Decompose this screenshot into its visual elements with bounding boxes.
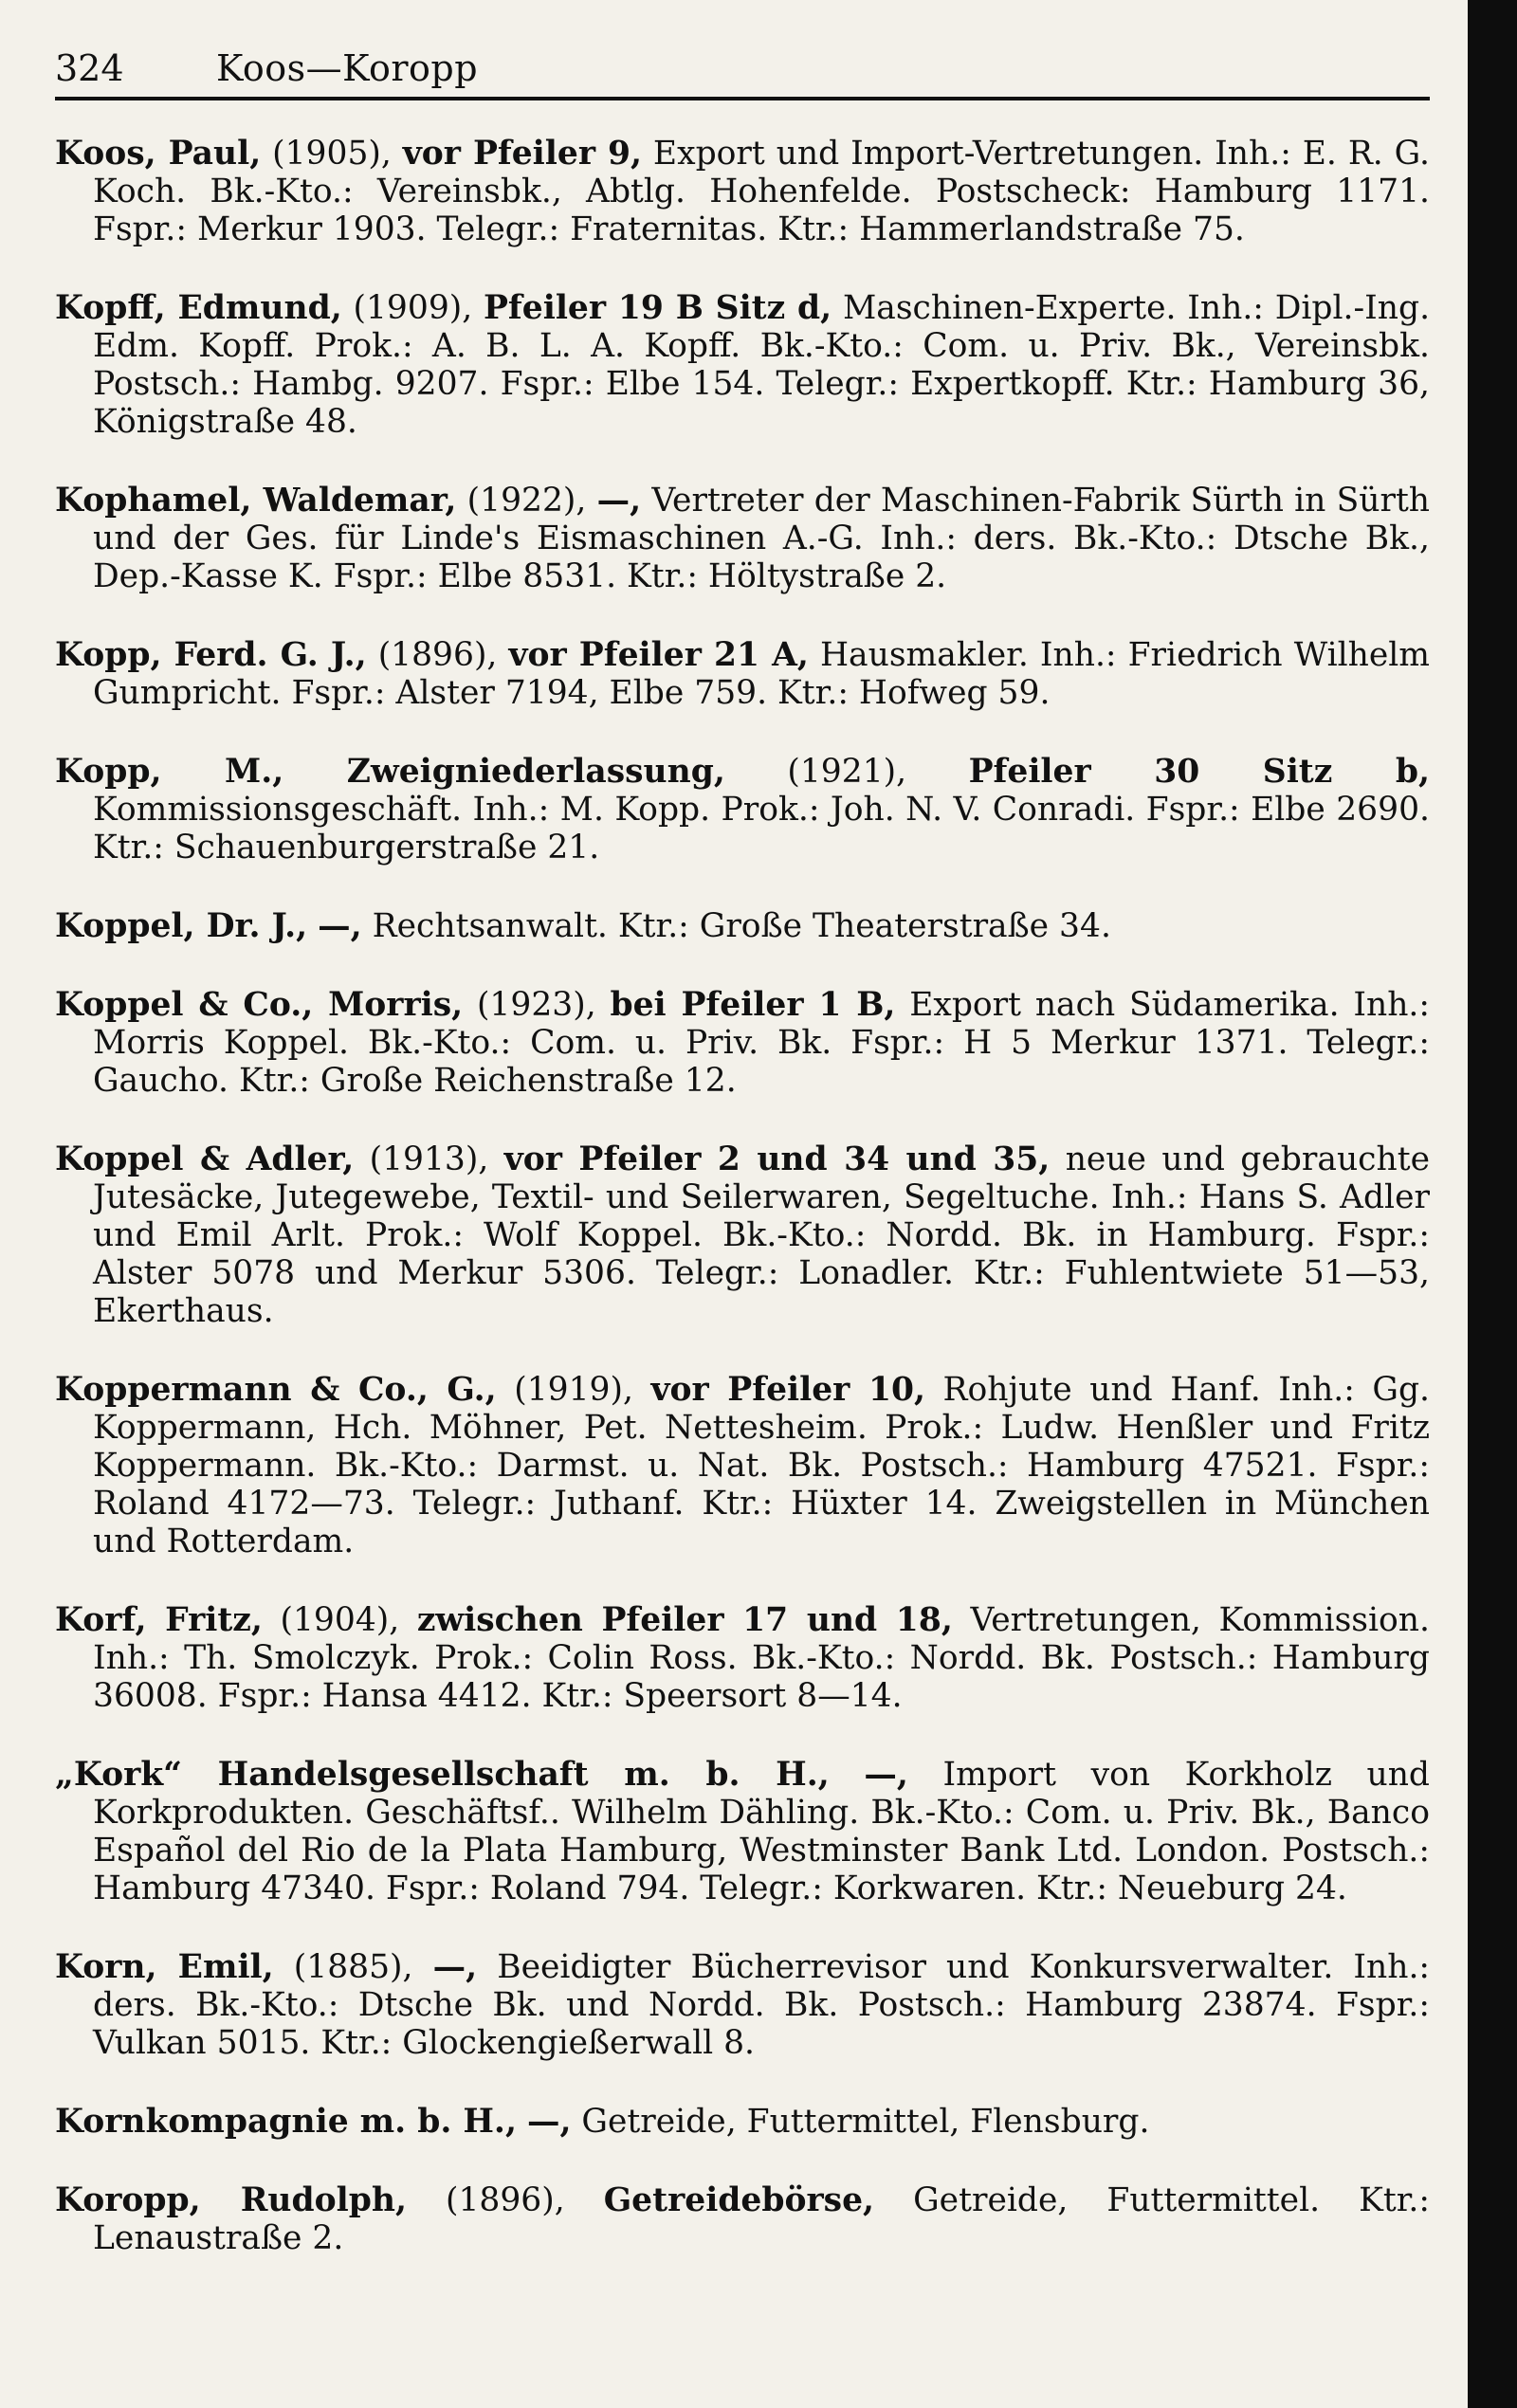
page-header [55, 49, 1430, 100]
entry-location: vor Pfeiler 10, [650, 1370, 925, 1409]
entry-text: Export nach Südamerika. Inh.: Morris Koppel. Bk.-Kto.: Com. u. Priv. Bk. Fspr.: H 5 Merkur 1371. Telegr.: Gaucho. Ktr.: Große Reichenstraße 12. [93, 985, 1431, 1100]
entry-year: (1896), [377, 635, 498, 674]
directory-entry [55, 636, 1430, 712]
entry-year: (1885), [293, 1947, 413, 1986]
directory-entry [55, 1371, 1430, 1560]
entry-name: Kopff, Edmund, [55, 288, 342, 327]
entry-name: Kornkompagnie m. b. H., [55, 2102, 517, 2141]
entry-text: Beeidigter Bücherrevisor und Konkursverwalter. Inh.: ders. Bk.-Kto.: Dtsche Bk. und Nordd. Bk. Postsch.: Hamburg 23874. Fspr.: Vulkan 5015. Ktr.: Glockengießerwall 8. [93, 1947, 1431, 2062]
entry-name: Korf, Fritz, [55, 1600, 263, 1639]
entry-text: Getreide, Futtermittel. Ktr.: Lenaustraße 2. [93, 2180, 1431, 2257]
entry-list [55, 135, 1430, 2257]
directory-entry [55, 482, 1430, 595]
directory-entry [55, 289, 1430, 441]
directory-entry [55, 1756, 1430, 1907]
entry-year: (1905), [272, 134, 392, 173]
entry-name: Korn, Emil, [55, 1947, 274, 1986]
entry-location: zwischen Pfeiler 17 und 18, [416, 1600, 953, 1639]
entry-location: —, [526, 2102, 572, 2141]
entry-location: Pfeiler 19 B Sitz d, [483, 288, 832, 327]
entry-location: —, [318, 906, 362, 945]
entry-year: (1904), [280, 1600, 400, 1639]
entry-year: (1909), [353, 288, 473, 327]
page-number: 324 [55, 47, 124, 89]
entry-year: (1896), [446, 2180, 565, 2219]
entry-location: bei Pfeiler 1 B, [610, 985, 896, 1024]
entry-year: (1921), [787, 752, 907, 791]
directory-entry [55, 1948, 1430, 2062]
entry-location: —, [596, 481, 642, 520]
entry-name: „Kork“ Handelsgesellschaft m. b. H., [55, 1755, 830, 1794]
directory-entry [55, 2103, 1430, 2141]
entry-text: neue und gebrauchte Jutesäcke, Jutegewebe, Textil- und Seilerwaren, Segeltuche. Inh.: Hans S. Adler und Emil Arlt. Prok.: Wolf Koppel. Bk.-Kto.: Nordd. Bk. in Hamburg. Fspr.: Alster 5078 und Merkur 5306. Telegr.: Lonadler. Ktr.: Fuhlentwiete 51—53, Ekerthaus. [93, 1140, 1430, 1330]
entry-text: Rohjute und Hanf. Inh.: Gg. Koppermann, Hch. Möhner, Pet. Nettesheim. Prok.: Ludw. Henßler und Fritz Koppermann. Bk.-Kto.: Darmst. u. Nat. Bk. Postsch.: Hamburg 47521. Fspr.: Roland 4172—73. Telegr.: Juthanf. Ktr.: Hüxter 14. Zweigstellen in München und Rotterdam. [93, 1370, 1431, 1560]
entry-name: Koppel, Dr. J., [55, 906, 308, 945]
entry-name: Kophamel, Waldemar, [55, 481, 457, 520]
entry-location: vor Pfeiler 21 A, [508, 635, 809, 674]
entry-location: —, [432, 1947, 478, 1986]
entry-location: Pfeiler 30 Sitz b, [968, 752, 1431, 791]
entry-name: Koppel & Co., Morris, [55, 985, 464, 1024]
entry-year: (1919), [514, 1370, 633, 1409]
entry-name: Koppermann & Co., G., [55, 1370, 497, 1409]
directory-entry [55, 2181, 1430, 2257]
entry-year: (1922), [466, 481, 587, 520]
entry-location: vor Pfeiler 9, [402, 134, 642, 173]
entry-location: —, [864, 1755, 908, 1794]
directory-entry [55, 907, 1430, 945]
entry-location: Getreidebörse, [603, 2180, 875, 2219]
entry-name: Kopp, M., Zweigniederlassung, [55, 752, 725, 791]
entry-name: Koos, Paul, [55, 134, 262, 173]
entry-text: Vertreter der Maschinen-Fabrik Sürth in Sürth und der Ges. für Linde's Eismaschinen A.-G. Inh.: ders. Bk.-Kto.: Dtsche Bk., Dep.-Kasse K. Fspr.: Elbe 8531. Ktr.: Höltystraße 2. [93, 481, 1431, 595]
directory-entry [55, 753, 1430, 867]
running-head: Koos—Koropp [216, 47, 479, 89]
entry-name: Koropp, Rudolph, [55, 2180, 407, 2219]
directory-entry [55, 135, 1430, 248]
entry-text: Hausmakler. Inh.: Friedrich Wilhelm Gumpricht. Fspr.: Alster 7194, Elbe 759. Ktr.: Hofweg 59. [93, 635, 1431, 712]
directory-entry [55, 1140, 1430, 1330]
entry-text: Rechtsanwalt. Ktr.: Große Theaterstraße 34. [372, 906, 1111, 945]
entry-text: Getreide, Futtermittel, Flensburg. [581, 2102, 1150, 2141]
entry-text: Kommissionsgeschäft. Inh.: M. Kopp. Prok.: Joh. N. V. Conradi. Fspr.: Elbe 2690. Ktr.: Schauenburgerstraße 21. [93, 790, 1430, 867]
directory-entry [55, 986, 1430, 1100]
directory-entry [55, 1601, 1430, 1715]
entry-name: Kopp, Ferd. G. J., [55, 635, 367, 674]
entry-year: (1913), [369, 1140, 489, 1178]
entry-text: Maschinen-Experte. Inh.: Dipl.-Ing. Edm. Kopff. Prok.: A. B. L. A. Kopff. Bk.-Kto.: Com. u. Priv. Bk., Vereinsbk. Postsch.: Hambg. 9207. Fspr.: Elbe 154. Telegr.: Expertkopff. Ktr.: Hamburg 36, Königstraße 48. [93, 288, 1431, 441]
entry-location: vor Pfeiler 2 und 34 und 35, [503, 1140, 1051, 1178]
entry-text: Vertretungen, Kommission. Inh.: Th. Smolczyk. Prok.: Colin Ross. Bk.-Kto.: Nordd. Bk. Postsch.: Hamburg 36008. Fspr.: Hansa 4412. Ktr.: Speersort 8—14. [93, 1600, 1430, 1715]
entry-name: Koppel & Adler, [55, 1140, 355, 1178]
entry-year: (1923), [476, 985, 596, 1024]
entry-text: Export und Import-Vertretungen. Inh.: E. R. G. Koch. Bk.-Kto.: Vereinsbk., Abtlg. Hohenfelde. Postscheck: Hamburg 1171. Fspr.: Merkur 1903. Telegr.: Fraternitas. Ktr.: Hammerlandstraße 75. [93, 134, 1430, 248]
entry-text: Import von Korkholz und Korkprodukten. Geschäftsf.. Wilhelm Dähling. Bk.-Kto.: Com. u. Priv. Bk., Banco Español del Rio de la Plata Hamburg, Westminster Bank Ltd. London. Postsch.: Hamburg 47340. Fspr.: Roland 794. Telegr.: Korkwaren. Ktr.: Neueburg 24. [93, 1755, 1430, 1907]
